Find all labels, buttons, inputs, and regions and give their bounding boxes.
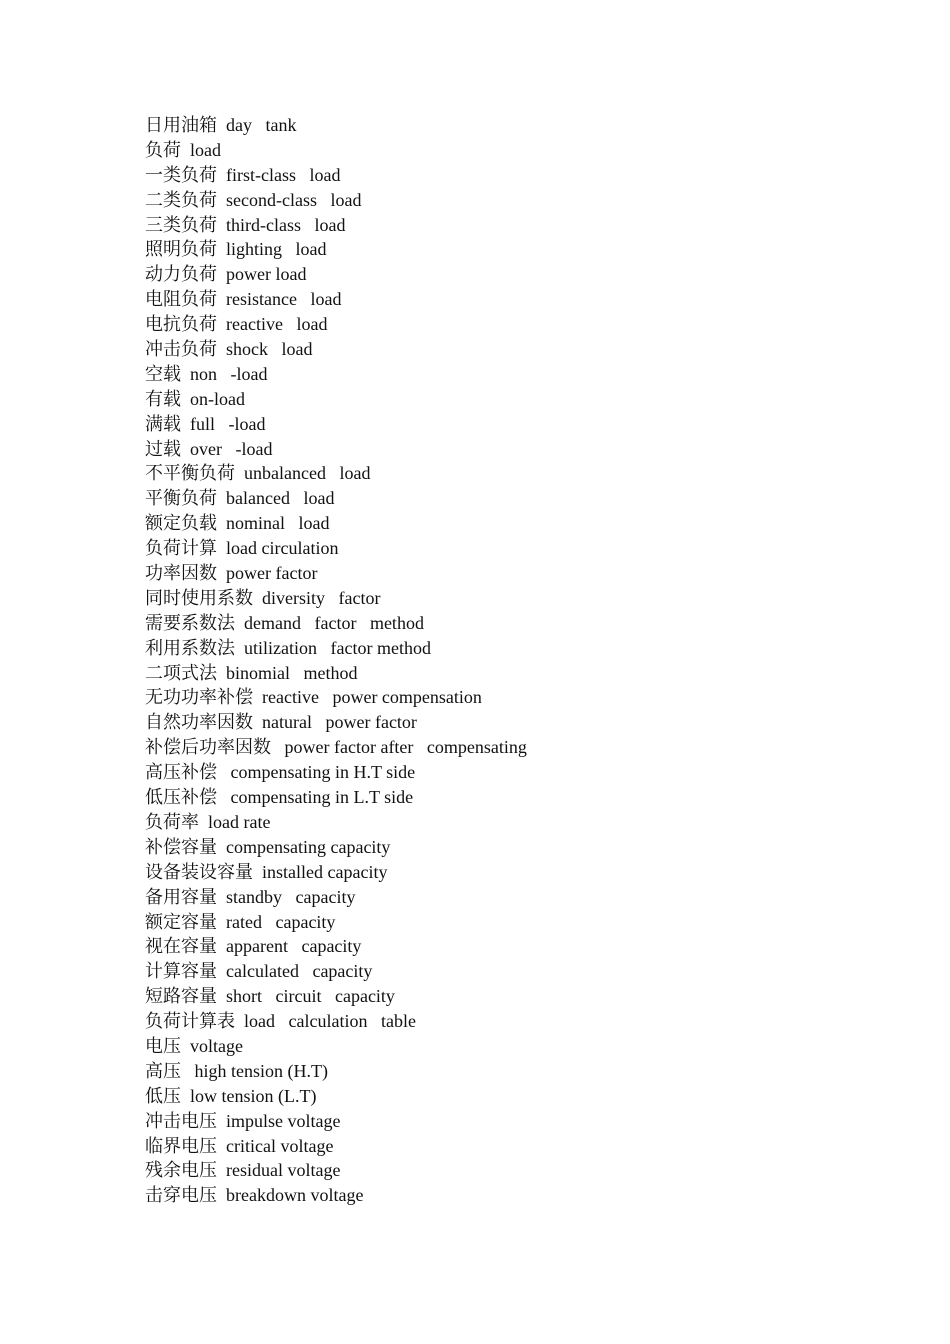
- glossary-row: 空载 non -load: [145, 363, 268, 384]
- glossary-row: 设备装设容量 installed capacity: [145, 861, 388, 882]
- glossary-row: 击穿电压 breakdown voltage: [145, 1185, 364, 1206]
- glossary-row: 二类负荷 second-class load: [145, 189, 362, 210]
- glossary-row: 冲击负荷 shock load: [145, 339, 313, 360]
- glossary-row: 有载 on-load: [145, 388, 245, 409]
- glossary-row: 照明负荷 lighting load: [145, 239, 327, 260]
- glossary-row: 额定容量 rated capacity: [145, 911, 336, 932]
- glossary-row: 功率因数 power factor: [145, 563, 318, 584]
- glossary-row: 动力负荷 power load: [145, 264, 307, 285]
- glossary-row: 补偿容量 compensating capacity: [145, 836, 391, 857]
- glossary-row: 电抗负荷 reactive load: [145, 314, 328, 335]
- glossary-row: 计算容量 calculated capacity: [145, 961, 373, 982]
- glossary-row: 同时使用系数 diversity factor: [145, 587, 381, 608]
- glossary-row: 负荷 load: [145, 139, 221, 160]
- glossary-row: 负荷率 load rate: [145, 811, 271, 832]
- glossary-row: 残余电压 residual voltage: [145, 1160, 341, 1181]
- glossary-row: 高压 high tension (H.T): [145, 1060, 328, 1081]
- glossary-row: 自然功率因数 natural power factor: [145, 712, 417, 733]
- glossary-row: 临界电压 critical voltage: [145, 1135, 334, 1156]
- glossary-row: 低压 low tension (L.T): [145, 1085, 317, 1106]
- glossary-row: 二项式法 binomial method: [145, 662, 358, 683]
- glossary-row: 过载 over -load: [145, 438, 273, 459]
- glossary-list: [145, 113, 527, 1208]
- glossary-row: 满载 full -load: [145, 413, 266, 434]
- glossary-row: 平衡负荷 balanced load: [145, 488, 335, 509]
- glossary-row: 日用油箱 day tank: [145, 115, 297, 135]
- glossary-row: 短路容量 short circuit capacity: [145, 986, 395, 1007]
- glossary-row: 三类负荷 third-class load: [145, 214, 346, 235]
- glossary-row: 利用系数法 utilization factor method: [145, 637, 431, 658]
- glossary-row: 不平衡负荷 unbalanced load: [145, 463, 371, 484]
- glossary-row: 无功功率补偿 reactive power compensation: [145, 687, 482, 708]
- glossary-row: 冲击电压 impulse voltage: [145, 1110, 341, 1131]
- glossary-row: 备用容量 standby capacity: [145, 886, 356, 907]
- glossary-row: 需要系数法 demand factor method: [145, 612, 424, 633]
- glossary-row: 电阻负荷 resistance load: [145, 289, 342, 310]
- glossary-row: 补偿后功率因数 power factor after compensating: [145, 737, 527, 758]
- glossary-row: 电压 voltage: [145, 1035, 243, 1056]
- glossary-row: 额定负载 nominal load: [145, 513, 330, 534]
- glossary-row: 一类负荷 first-class load: [145, 164, 341, 185]
- glossary-row: 低压补偿 compensating in L.T side: [145, 787, 414, 808]
- glossary-row: 高压补偿 compensating in H.T side: [145, 762, 416, 783]
- glossary-row: 负荷计算表 load calculation table: [145, 1011, 416, 1032]
- glossary-row: 负荷计算 load circulation: [145, 538, 339, 559]
- glossary-row: 视在容量 apparent capacity: [145, 936, 362, 957]
